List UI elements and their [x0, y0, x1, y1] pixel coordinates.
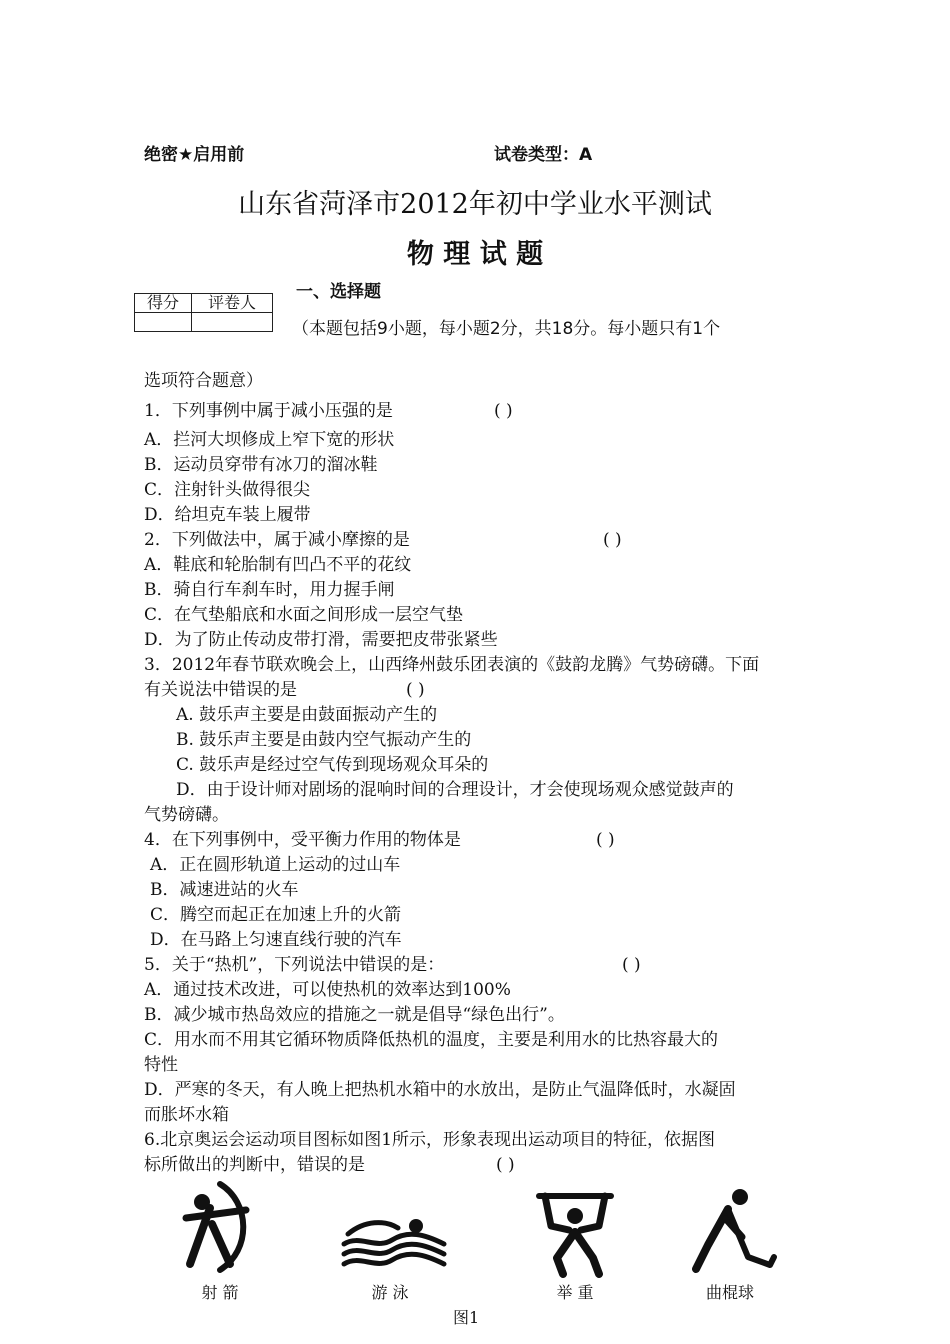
figure-caption: 图1 — [453, 1308, 480, 1327]
question-1-option-b: B．运动员穿带有冰刀的溜冰鞋 — [144, 455, 378, 475]
question-2-answer-paren[interactable]: ( ) — [603, 530, 622, 550]
grader-cell[interactable] — [192, 313, 273, 332]
grader-header: 评卷人 — [192, 294, 273, 313]
question-2-option-b: B．骑自行车刹车时，用力握手闸 — [144, 580, 395, 600]
swimming-label: 游 泳 — [371, 1283, 409, 1302]
question-5-option-d-1: D．严寒的冬天，有人晚上把热机水箱中的水放出，是防止气温降低时，水凝固 — [144, 1080, 736, 1100]
question-4-option-b: B．减速进站的火车 — [150, 880, 299, 900]
question-1-option-a: A．拦河大坝修成上窄下宽的形状 — [144, 430, 395, 450]
question-2-option-d: D．为了防止传动皮带打滑，需要把皮带张紧些 — [144, 630, 498, 650]
archery-label: 射 箭 — [201, 1283, 239, 1302]
question-2-option-c: C．在气垫船底和水面之间形成一层空气垫 — [144, 605, 464, 625]
question-2-option-a: A．鞋底和轮胎制有凹凸不平的花纹 — [144, 555, 412, 575]
weightlifting-label: 举 重 — [556, 1283, 594, 1302]
question-5-answer-paren[interactable]: ( ) — [622, 955, 641, 975]
section-heading: 一、选择题 — [296, 282, 381, 302]
score-header: 得分 — [135, 294, 192, 313]
question-6-answer-paren[interactable]: ( ) — [496, 1155, 515, 1175]
question-4-answer-paren[interactable]: ( ) — [596, 830, 615, 850]
question-6-stem-1: 6.北京奥运会运动项目图标如图1所示，形象表现出运动项目的特征，依据图 — [144, 1130, 716, 1150]
section-instruction-1: （本题包括9小题，每小题2分，共18分。每小题只有1个 — [292, 319, 721, 339]
question-6-stem-2: 标所做出的判断中，错误的是 — [144, 1155, 365, 1175]
question-5-option-c-1: C．用水而不用其它循环物质降低热机的温度，主要是利用水的比热容最大的 — [144, 1030, 719, 1050]
question-3-stem-1: 3．2012年春节联欢晚会上，山西绛州鼓乐团表演的《鼓韵龙腾》气势磅礴。下面 — [144, 655, 760, 675]
question-2-stem: 2．下列做法中，属于减小摩擦的是 — [144, 530, 410, 550]
weightlifting-icon — [535, 1188, 615, 1278]
question-4-stem: 4．在下列事例中，受平衡力作用的物体是 — [144, 830, 461, 850]
score-cell[interactable] — [135, 313, 192, 332]
question-5-option-b: B．减少城市热岛效应的措施之一就是倡导“绿色出行”。 — [144, 1005, 565, 1025]
subject-title: 物 理 试 题 — [406, 239, 544, 270]
swimming-icon — [340, 1210, 450, 1270]
paper-type-label: 试卷类型：A — [494, 145, 593, 165]
question-3-option-d-2: 气势磅礴。 — [144, 805, 229, 825]
question-5-option-a: A．通过技术改进，可以使热机的效率达到100% — [144, 980, 511, 1000]
question-1-option-d: D．给坦克车装上履带 — [144, 505, 311, 525]
question-3-option-a: A. 鼓乐声主要是由鼓面振动产生的 — [176, 705, 438, 725]
archery-icon — [180, 1180, 260, 1275]
exam-title: 山东省菏泽市2012年初中学业水平测试 — [238, 189, 712, 220]
question-3-option-c: C. 鼓乐声是经过空气传到现场观众耳朵的 — [176, 755, 489, 775]
hockey-label: 曲棍球 — [705, 1283, 754, 1302]
question-3-stem-2: 有关说法中错误的是 — [144, 680, 297, 700]
question-4-option-c: C．腾空而起正在加速上升的火箭 — [150, 905, 402, 925]
hockey-icon — [690, 1185, 780, 1275]
question-1-option-c: C．注射针头做得很尖 — [144, 480, 311, 500]
score-table — [134, 293, 273, 332]
section-instruction-2: 选项符合题意） — [144, 371, 263, 391]
question-1-stem: 1．下列事例中属于减小压强的是 — [144, 401, 393, 421]
question-5-option-c-2: 特性 — [144, 1055, 178, 1075]
question-3-option-b: B. 鼓乐声主要是由鼓内空气振动产生的 — [176, 730, 472, 750]
question-4-option-a: A．正在圆形轨道上运动的过山车 — [150, 855, 401, 875]
question-5-stem: 5．关于“热机”，下列说法中错误的是： — [144, 955, 445, 975]
question-3-answer-paren[interactable]: ( ) — [406, 680, 425, 700]
question-5-option-d-2: 而胀坏水箱 — [144, 1105, 229, 1125]
secret-label: 绝密★启用前 — [144, 145, 245, 165]
question-4-option-d: D．在马路上匀速直线行驶的汽车 — [150, 930, 402, 950]
question-1-answer-paren[interactable]: ( ) — [494, 401, 513, 421]
question-3-option-d-1: D．由于设计师对剧场的混响时间的合理设计，才会使现场观众感觉鼓声的 — [176, 780, 734, 800]
